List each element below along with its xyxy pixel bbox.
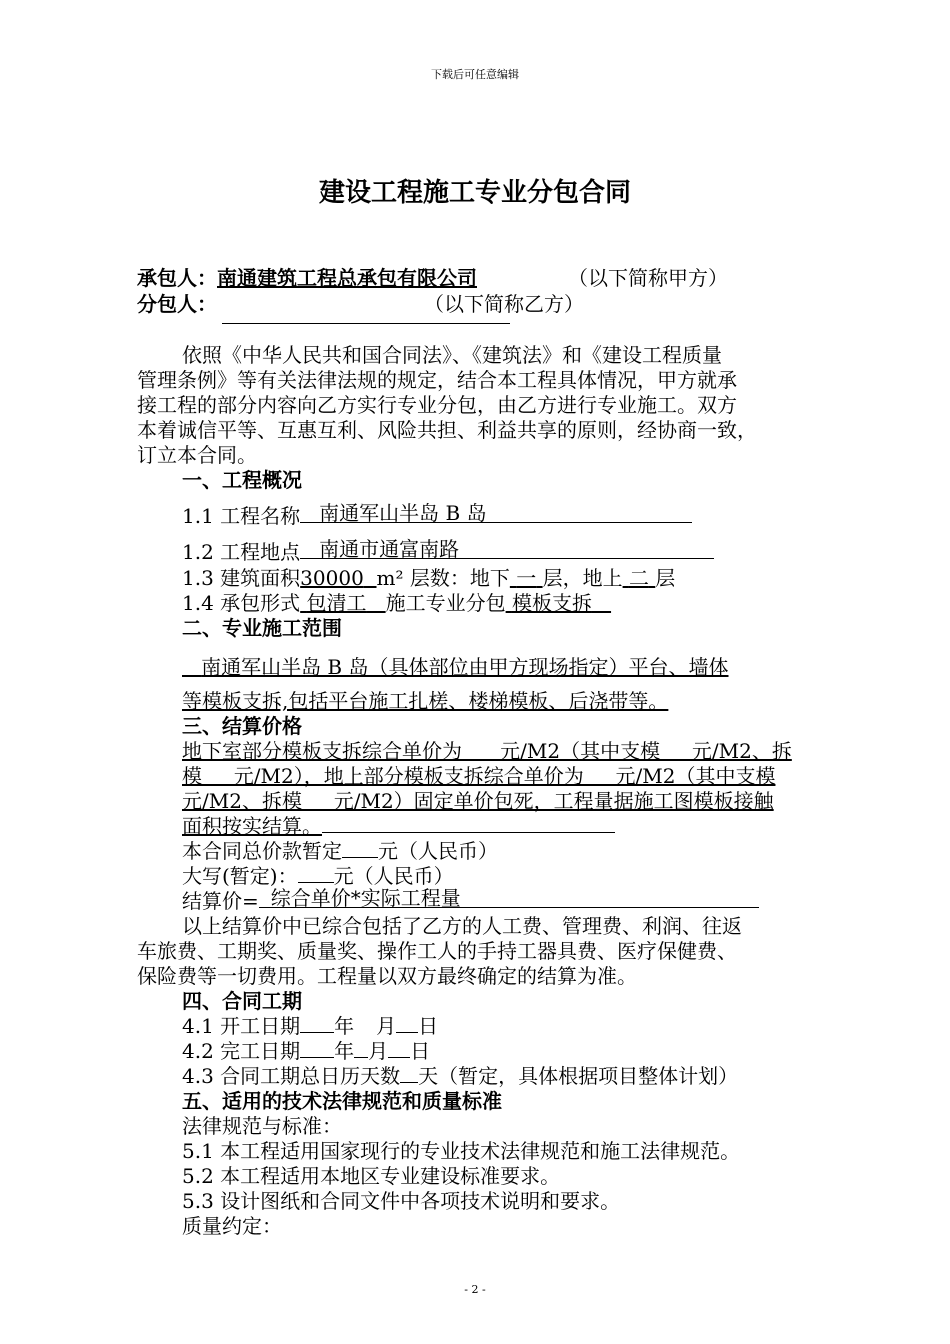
capital-amount-blank	[298, 864, 334, 883]
settlement-value: 综合单价*实际工程量	[270, 886, 461, 910]
sub-name-blank	[222, 323, 510, 324]
price-text-4: 面积按实结算。	[182, 814, 322, 838]
area-unit: m²	[376, 566, 404, 590]
duration-label: 4.3 合同工期总日历天数	[182, 1064, 401, 1088]
project-location-field	[300, 537, 714, 561]
inclusion-line-1: 以上结算价中已综合包括了乙方的人工费、管理费、利润、往返	[182, 914, 742, 938]
scope-text-2: 等模板支拆,包括平台施工扎槎、楼梯模板、后浇带等。	[182, 689, 669, 713]
sub-label: 分包人：	[137, 292, 217, 316]
intro-line-1: 依照《中华人民共和国合同法》、《建筑法》和《建设工程质量	[182, 343, 722, 367]
inclusion-line-3: 保险费等一切费用。工程量以双方最终确定的结算为准。	[137, 964, 637, 988]
end-date-label: 4.2 完工日期	[182, 1039, 301, 1063]
section-2-heading: 二、专业施工范围	[182, 616, 342, 640]
floors-under-value: 一	[516, 566, 537, 590]
area-label: 1.3 建筑面积	[182, 566, 301, 590]
project-name-line	[182, 501, 692, 528]
settlement-formula-line	[182, 886, 759, 913]
settlement-label: 结算价=	[182, 889, 259, 913]
rule-5-3: 5.3 设计图纸和合同文件中各项技术说明和要求。	[182, 1189, 621, 1213]
floors-label: 层数：地下	[403, 566, 510, 590]
project-location-label: 1.2 工程地点	[182, 540, 301, 564]
total-price-label: 本合同总价款暂定	[182, 839, 342, 863]
area-value: 30000	[300, 566, 364, 590]
project-name-label: 1.1 工程名称	[182, 504, 301, 528]
section-1-heading: 一、工程概况	[182, 468, 302, 492]
price-line-2: 模 元/M2），地上部分模板支拆综合单价为 元/M2（其中支模	[182, 764, 776, 788]
contract-form-mid: 施工专业分包	[385, 591, 506, 615]
end-year-label: 年	[334, 1039, 355, 1063]
total-price-line	[182, 839, 498, 863]
page-number: - 2 -	[464, 1283, 486, 1296]
contract-form-label: 1.4 承包形式	[182, 591, 301, 615]
project-name-value: 南通军山半岛 B 岛	[319, 501, 487, 525]
floors-end-label: 层	[655, 566, 676, 590]
area-line	[182, 566, 675, 590]
price-line-3: 元/M2、拆模 元/M2）固定单价包死，工程量据施工图模板接触	[182, 789, 774, 813]
intro-line-4: 本着诚信平等、互惠互利、风险共担、利益共享的原则，经协商一致，	[137, 418, 757, 442]
capital-amount-line	[182, 864, 454, 888]
settlement-field	[259, 886, 759, 910]
intro-line-3: 接工程的部分内容向乙方实行专业分包，由乙方进行专业施工。双方	[137, 393, 737, 417]
rule-5-1: 5.1 本工程适用国家现行的专业技术法律规范和施工法律规范。	[182, 1139, 741, 1163]
inclusion-line-2: 车旅费、工期奖、质量奖、操作工人的手持工器具费、医疗保健费、	[137, 939, 737, 963]
rule-5-2: 5.2 本工程适用本地区专业建设标准要求。	[182, 1164, 561, 1188]
sub-note: （以下简称乙方）	[424, 292, 584, 316]
end-date-line	[182, 1039, 430, 1063]
capital-amount-unit: 元（人民币）	[333, 864, 454, 888]
price-line-4	[182, 814, 615, 838]
scope-line-1	[182, 655, 729, 679]
project-location-line	[182, 537, 714, 564]
contract-form-scope: 模板支拆	[511, 591, 592, 615]
start-year-label: 年	[334, 1014, 355, 1038]
contractor-name: 南通建筑工程总承包有限公司	[217, 266, 477, 290]
page-header: 下载后可任意编辑	[431, 68, 519, 81]
intro-line-5: 订立本合同。	[137, 443, 257, 467]
start-day-label: 日	[418, 1014, 439, 1038]
section-4-heading: 四、合同工期	[182, 989, 302, 1013]
contractor-label: 承包人：	[137, 266, 217, 290]
start-date-line	[182, 1014, 438, 1038]
quality-label: 质量约定：	[182, 1214, 282, 1238]
document-title: 建设工程施工专业分包合同	[318, 178, 631, 208]
start-date-label: 4.1 开工日期	[182, 1014, 301, 1038]
start-month-label: 月	[376, 1014, 397, 1038]
total-price-unit: 元（人民币）	[378, 839, 498, 863]
project-location-value: 南通市通富南路	[319, 537, 460, 561]
duration-line	[182, 1064, 738, 1088]
price-line-1: 地下室部分模板支拆综合单价为 元/M2（其中支模 元/M2、拆	[182, 739, 792, 763]
end-month-label: 月	[368, 1039, 389, 1063]
scope-line-2	[182, 689, 668, 713]
intro-line-2: 管理条例》等有关法律法规的规定，结合本工程具体情况，甲方就承	[137, 368, 737, 392]
project-name-field	[300, 501, 692, 525]
scope-text-1: 南通军山半岛 B 岛（具体部位由甲方现场指定）平台、墙体	[201, 655, 729, 679]
capital-amount-label: 大写(暂定)：	[182, 864, 298, 888]
contractor-line	[137, 266, 477, 290]
floors-mid-label: 层，地上	[542, 566, 623, 590]
contractor-note: （以下简称甲方）	[568, 266, 728, 290]
duration-unit: 天（暂定，具体根据项目整体计划）	[418, 1064, 739, 1088]
section-3-heading: 三、结算价格	[182, 714, 302, 738]
end-day-label: 日	[410, 1039, 431, 1063]
total-price-blank	[342, 839, 378, 858]
contract-form-value: 包清工	[306, 591, 367, 615]
law-standards-label: 法律规范与标准：	[182, 1114, 342, 1138]
floors-above-value: 二	[628, 566, 649, 590]
section-5-heading: 五、适用的技术法律规范和质量标准	[182, 1089, 502, 1113]
contract-form-line	[182, 591, 611, 615]
